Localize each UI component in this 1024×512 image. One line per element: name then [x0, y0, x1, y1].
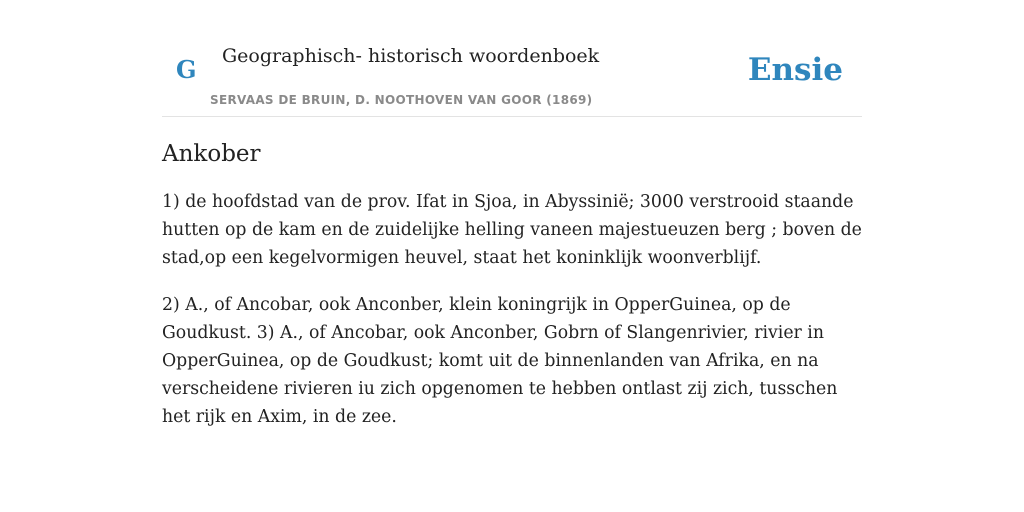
entry-content [162, 140, 862, 450]
letter-index-link[interactable]: G [176, 55, 197, 84]
entry-title: Ankober [162, 141, 261, 167]
book-authors: SERVAAS DE BRUIN, D. NOOTHOVEN VAN GOOR (1869) [210, 93, 593, 107]
page-header [162, 0, 862, 117]
definition-paragraph-1: 1) de hoofdstad van de prov. Ifat in Sjoa, in Abyssinië; 3000 verstrooid staande hutten op de kam en de zuidelijke helling vaneen majestueuzen berg ; boven de stad,op een kegelvormigen heuvel, staat het koninklijk woonverblijf. [162, 192, 862, 268]
ensie-logo-link[interactable]: Ensie [747, 52, 843, 88]
definition-paragraph-2: 2) A., of Ancobar, ook Anconber, klein koningrijk in OpperGuinea, op de Goudkust. 3) A., of Ancobar, ook Anconber, Gobrn of Slangenrivier, rivier in OpperGuinea, op de Goudkust; komt uit de binnenlanden van Afrika, en na verscheidene rivieren iu zich opgenomen te hebben ontlast zij zich, tusschen het rijk en Axim, in de zee. [162, 295, 838, 427]
book-title-link[interactable]: Geographisch- historisch woordenboek [222, 45, 600, 67]
